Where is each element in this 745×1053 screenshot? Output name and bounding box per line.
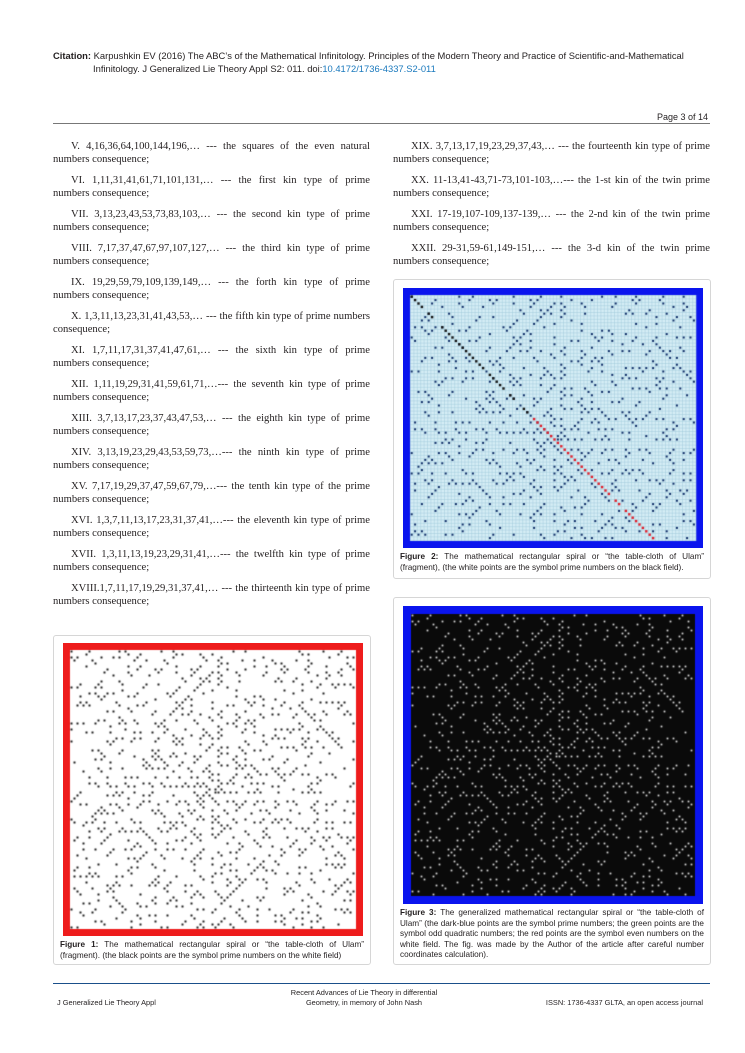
sequence-item: XVII. 1,3,11,13,19,23,29,31,41,…--- the twelfth kin type of prime numbers consequence; xyxy=(53,549,370,573)
sequence-item: XII. 1,11,19,29,31,41,59,61,71,…--- the seventh kin type of prime numbers consequence; xyxy=(53,379,370,403)
footer-issue-title: Recent Advances of Lie Theory in differential Geometry, in memory of John Nash xyxy=(290,988,438,1007)
page-number: Page 3 of 14 xyxy=(656,112,708,122)
footer-divider xyxy=(53,983,710,984)
figure-2 xyxy=(393,279,711,579)
ulam-spiral-image-blue xyxy=(403,288,703,548)
sequence-item: XVIII.1,7,11,17,19,29,31,37,41,… --- the thirteenth kin type of prime numbers consequence; xyxy=(53,583,370,607)
figure-3-caption-text: The generalized mathematical rectangular spiral or “the table-cloth of Ulam” (the dark-blue points are the symbol prime numbers; the green points are the symbol odd quadratic numbers; the red points are the symbol even numbers on the white field. The fig. was made by the Author of the article after careful number coordinates calculation). xyxy=(400,908,704,959)
sequence-item: XX. 11-13,41-43,71-73,101-103,…--- the 1-st kin of the twin prime numbers consequence; xyxy=(393,175,710,199)
figure-3-label: Figure 3: xyxy=(400,908,437,917)
header-divider xyxy=(53,123,710,124)
sequence-item: XXII. 29-31,59-61,149-151,… --- the 3-d kin of the twin prime numbers consequence; xyxy=(393,243,710,267)
figure-2-caption xyxy=(400,552,704,573)
ulam-spiral-image-black xyxy=(403,606,703,904)
right-text-column xyxy=(393,140,710,276)
sequence-item: XIX. 3,7,13,17,19,23,29,37,43,… --- the fourteenth kin type of prime numbers consequence; xyxy=(393,141,710,165)
left-text-column xyxy=(53,140,370,616)
sequence-item: VII. 3,13,23,43,53,73,83,103,… --- the second kin type of prime numbers consequence; xyxy=(53,209,370,233)
footer-issn: ISSN: 1736-4337 GLTA, an open access journal xyxy=(545,998,703,1007)
citation-doi-link[interactable]: 10.4172/1736-4337.S2-011 xyxy=(322,62,436,74)
sequence-item: XIV. 3,13,19,23,29,43,53,59,73,…--- the ninth kin type of prime numbers consequence; xyxy=(53,447,370,471)
citation-label: Citation: xyxy=(53,50,92,61)
sequence-item: V. 4,16,36,64,100,144,196,… --- the squares of the even natural numbers consequence; xyxy=(53,141,370,165)
figure-2-label: Figure 2: xyxy=(400,552,439,561)
citation-block xyxy=(53,50,715,75)
sequence-item: XXI. 17-19,107-109,137-139,… --- the 2-nd kin of the twin prime numbers consequence; xyxy=(393,209,710,233)
ulam-spiral-image-white xyxy=(63,643,363,936)
citation-line-2: Infinitology. J Generalized Lie Theory Appl S2: 011. doi: xyxy=(93,62,323,74)
figure-3 xyxy=(393,597,711,965)
figure-1-caption-text: The mathematical rectangular spiral or “the table-cloth of Ulam” (fragment). (the black points are the symbol prime numbers on the white field) xyxy=(60,940,364,960)
figure-1 xyxy=(53,635,371,965)
citation-line-1: Karpushkin EV (2016) The ABC’s of the Mathematical Infinitology. Principles of the Modern Theory and Practice of Scientific-and-Mathematical xyxy=(93,50,684,61)
sequence-item: IX. 19,29,59,79,109,139,149,… --- the forth kin type of prime numbers consequence; xyxy=(53,277,370,301)
figure-1-caption xyxy=(60,940,364,961)
sequence-item: XIII. 3,7,13,17,23,37,43,47,53,… --- the eighth kin type of prime numbers consequence; xyxy=(53,413,370,437)
sequence-item: XVI. 1,3,7,11,13,17,23,31,37,41,…--- the eleventh kin type of prime numbers consequence; xyxy=(53,515,370,539)
sequence-item: VIII. 7,17,37,47,67,97,107,127,… --- the third kin type of prime numbers consequence; xyxy=(53,243,370,267)
sequence-item: X. 1,3,11,13,23,31,41,43,53,… --- the fifth kin type of prime numbers consequence; xyxy=(53,311,370,335)
footer-journal: J Generalized Lie Theory Appl xyxy=(57,998,156,1007)
figure-1-label: Figure 1: xyxy=(60,940,99,949)
sequence-item: VI. 1,11,31,41,61,71,101,131,… --- the first kin type of prime numbers consequence; xyxy=(53,175,370,199)
sequence-item: XV. 7,17,19,29,37,47,59,67,79,…--- the tenth kin type of the prime numbers consequence; xyxy=(53,481,370,505)
sequence-item: XI. 1,7,11,17,31,37,41,47,61,… --- the sixth kin type of prime numbers consequence; xyxy=(53,345,370,369)
figure-3-caption xyxy=(400,908,704,961)
figure-2-caption-text: The mathematical rectangular spiral or “the table-cloth of Ulam” (fragment), (the white points are the symbol prime numbers on the black field). xyxy=(400,552,704,572)
